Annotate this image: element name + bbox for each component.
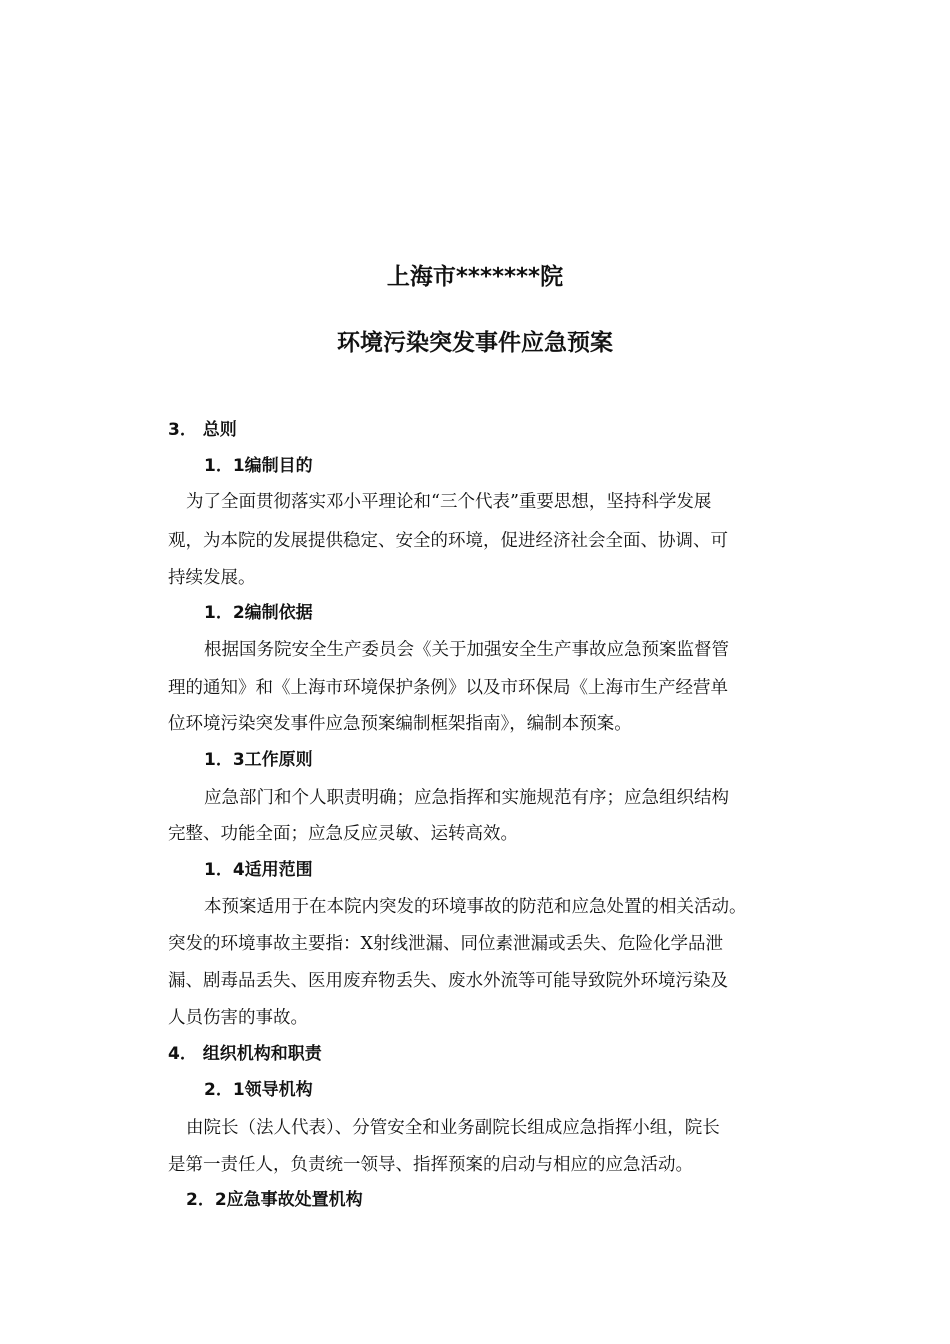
subsection-heading-principles: 1．3工作原则 (204, 750, 313, 770)
section-heading-organization: 4． 组织机构和职责 (168, 1044, 322, 1064)
subsection-heading-purpose: 1．1编制目的 (204, 456, 313, 476)
paragraph-line: 理的通知》和《上海市环境保护条例》以及市环保局《上海市生产经营单 (168, 678, 728, 698)
paragraph-line: 位环境污染突发事件应急预案编制框架指南》，编制本预案。 (168, 714, 632, 734)
paragraph-line: 突发的环境事故主要指：X射线泄漏、同位素泄漏或丢失、危险化学品泄 (168, 934, 723, 954)
document-title-line1: 上海市*******院 (386, 264, 564, 290)
subsection-heading-basis: 1．2编制依据 (204, 603, 313, 623)
subsection-heading-leadership: 2．1领导机构 (204, 1080, 313, 1100)
document-title-line2: 环境污染突发事件应急预案 (337, 330, 613, 356)
paragraph-line: 持续发展。 (168, 568, 256, 588)
paragraph-line: 根据国务院安全生产委员会《关于加强安全生产事故应急预案监督管 (204, 640, 729, 660)
paragraph-line: 为了全面贯彻落实邓小平理论和“三个代表”重要思想，坚持科学发展 (186, 492, 712, 512)
paragraph-line: 是第一责任人，负责统一领导、指挥预案的启动与相应的应急活动。 (168, 1155, 693, 1175)
subsection-heading-scope: 1．4适用范围 (204, 860, 313, 880)
paragraph-line: 应急部门和个人职责明确；应急指挥和实施规范有序；应急组织结构 (204, 788, 729, 808)
paragraph-line: 人员伤害的事故。 (168, 1008, 308, 1028)
paragraph-line: 漏、剧毒品丢失、医用废弃物丢失、废水外流等可能导致院外环境污染及 (168, 971, 728, 991)
section-heading-general: 3． 总则 (168, 420, 237, 440)
paragraph-line: 观，为本院的发展提供稳定、安全的环境，促进经济社会全面、协调、可 (168, 531, 728, 551)
paragraph-line: 本预案适用于在本院内突发的环境事故的防范和应急处置的相关活动。 (204, 897, 747, 917)
paragraph-line: 完整、功能全面；应急反应灵敏、运转高效。 (168, 824, 518, 844)
subsection-heading-emergency-handling: 2．2应急事故处置机构 (186, 1190, 363, 1210)
paragraph-line: 由院长（法人代表）、分管安全和业务副院长组成应急指挥小组，院长 (186, 1118, 720, 1138)
